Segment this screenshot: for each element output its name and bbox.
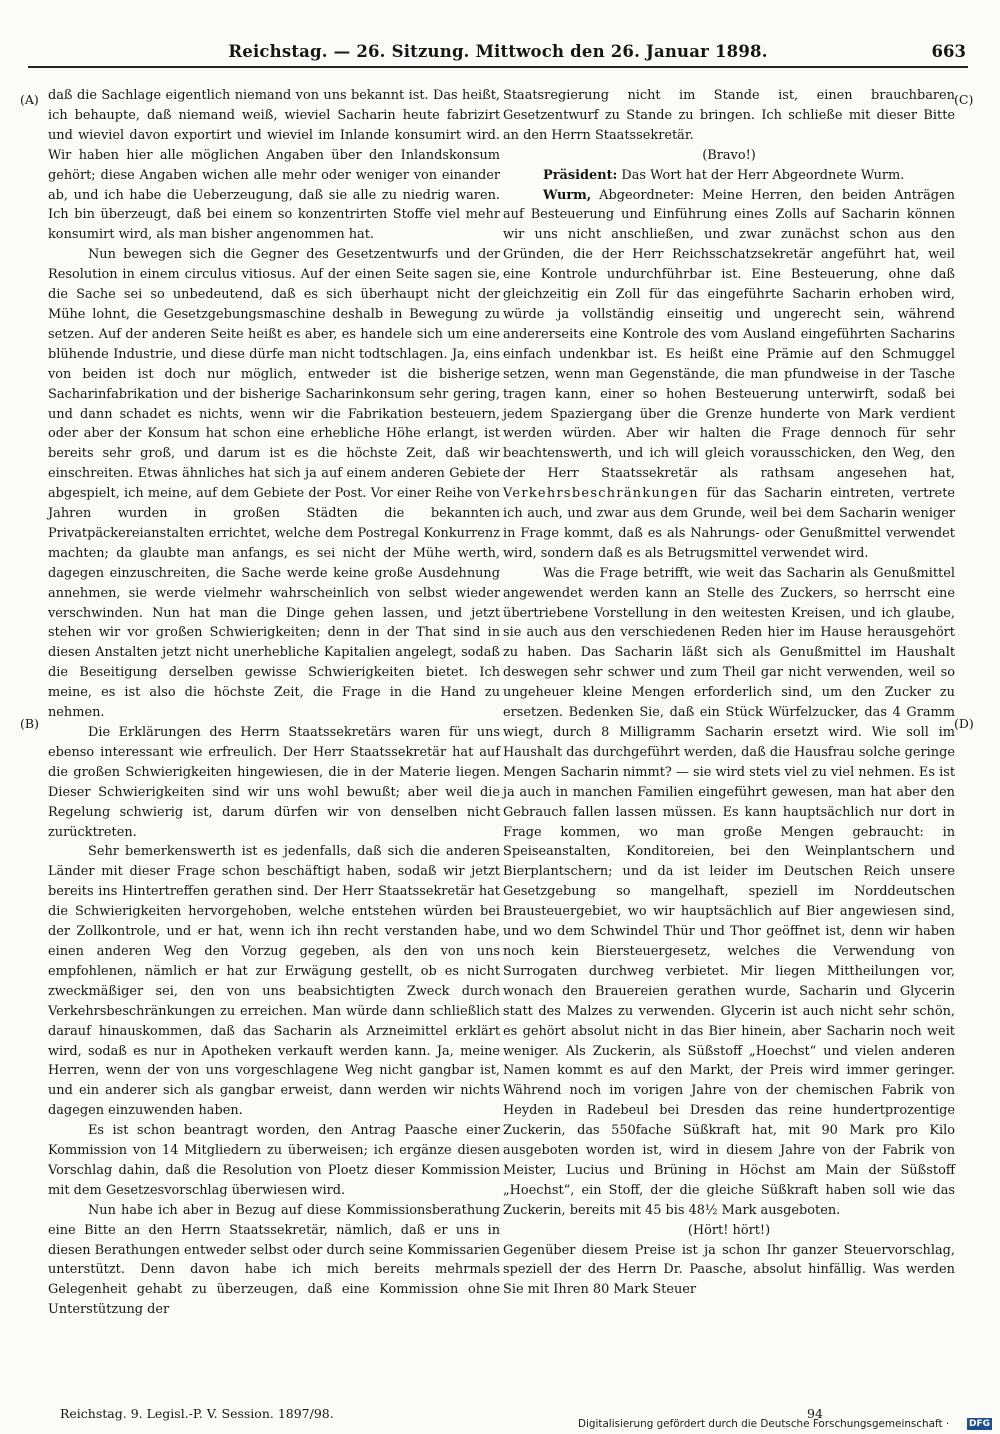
page-header (28, 40, 968, 68)
margin-mark-c: (C) (954, 92, 974, 107)
paragraph: Nun habe ich aber in Bezug auf diese Kommissionsberathung eine Bitte an den Herrn Staatssekretär, nämlich, daß er uns in diesen Berathungen entweder selbst oder durch seine Kommissarien unterstützt. Denn davon habe ich mich bereits mehrmals Gelegenheit gehabt zu überzeugen, daß eine Kommission ohne Unterstützung der (48, 1202, 500, 1318)
margin-mark-d: (D) (954, 716, 974, 731)
digitization-credit: Digitalisierung gefördert durch die Deutsche Forschungsgemeinschaft · (578, 1418, 950, 1430)
paragraph: Sehr bemerkenswerth ist es jedenfalls, daß sich die anderen Länder mit dieser Frage schon beschäftigt haben, sodaß wir jetzt bereits ins Hintertreffen gerathen sind. Der Herr Staatssekretär hat die Schwierigkeiten hervorgehoben, welche entstehen würden bei der Zollkontrole, und er hat, wenn ich ihn recht verstanden habe, einen anderen Weg den Vorzug gegeben, als den von uns empfohlenen, nämlich er hat zur Erwägung gestellt, ob es nicht zweckmäßiger sei, den von uns beabsichtigten Zweck durch Verkehrsbeschränkungen zu erreichen. Man würde dann schließlich darauf hinauskommen, daß das Sacharin als Arzneimittel erklärt wird, sodaß es nur in Apotheken verkauft werden kann. Ja, meine Herren, wenn der von uns vorgeschlagene Weg nicht gangbar ist, und ein anderer sich als gangbar erweist, dann werden wir nichts dagegen einzuwenden haben. (48, 844, 500, 1119)
paragraph-text: Das Wort hat der Herr Abgeordnete Wurm. (617, 167, 905, 183)
paragraph: Was die Frage betrifft, wie weit das Sacharin als Genußmittel angewendet werden kann an Stelle des Zuckers, so herrscht eine übertriebene Vorstellung in den weitesten Kreisen, und ich glaube, sie auch aus den verschiedenen Reden hier im Hause herausgehört zu haben. Das Sacharin läßt sich als Genußmittel im Haushalt deswegen sehr schwer und zum Theil gar nicht verwenden, weil so ungeheuer kleine Mengen erforderlich sind, um den Zucker zu ersetzen. Bedenken Sie, daß ein Stück Würfelzucker, das 4 Gramm wiegt, durch 8 Milligramm Sacharin ersetzt wird. Wie soll im Haushalt das durchgeführt werden, daß die Hausfrau solche geringe Mengen Sacharin nimmt? — sie wird stets viel zu viel nehmen. Es ist ja auch in manchen Familien eingeführt gewesen, man hat aber den Gebrauch fallen lassen müssen. Es kann hauptsächlich nur dort in Frage kommen, wo man große Mengen gebraucht: in Speiseanstalten, Konditoreien, bei den Weinplantschern und Bierplantschern; und da ist leider im Deutschen Reich unsere Gesetzgebung so mangelhaft, speziell im Norddeutschen Brausteuergebiet, wo wir hauptsächlich auf Bier angewiesen sind, und wo dem Schwindel Thür und Thor geöffnet ist, denn wir haben noch kein Biersteuergesetz, welches die Verwendung von Surrogaten durchweg verbietet. Mir liegen Mittheilungen vor, wonach den Brauereien gerathen wurde, Sacharin und Glycerin statt des Malzes zu verwenden. Glycerin ist auch nicht sehr schön, es gehört absolut nicht in das Bier hinein, aber Sacharin noch weit weniger. Als Zuckerin, als Süßstoff „Hoechst“ und vielen anderen Namen kommt es auf den Markt, der Preis wird immer geringer. Während noch im vorigen Jahre von der chemischen Fabrik von Heyden in Radebeul bei Dresden das reine hundertprozentige Zuckerin, das 550fache Süßkraft hat, mit 90 Mark pro Kilo ausgeboten worden ist, wird in diesem Jahre von der Fabrik von Meister, Lucius und Brüning in Höchst am Main der Süßstoff „Hoechst“, ein Stoff, der die gleiche Süßkraft haben soll wie das Zuckerin, bereits mit 45 bis 48½ Mark ausgeboten. (503, 565, 955, 1218)
signature-number: 94 (807, 1406, 823, 1421)
paragraph: daß die Sachlage eigentlich niemand von uns bekannt ist. Das heißt, ich behaupte, daß niemand weiß, wieviel Sacharin heute fabrizirt und wieviel davon exportirt und wieviel im Inlande konsumirt wird. Wir haben hier alle möglichen Angaben über den Inlandskonsum gehört; diese Angaben wichen alle mehr oder weniger von einander ab, und ich habe die Ueberzeugung, daß sie alle zu niedrig waren. Ich bin überzeugt, daß bei einem so konzentrirten Stoffe viel mehr konsumirt wird, als man bisher angenommen hat. (48, 88, 500, 243)
dfg-logo: DFG (969, 1419, 991, 1429)
margin-mark-a: (A) (20, 92, 39, 107)
emphasized-term: Verkehrsbeschränkungen (503, 486, 699, 502)
right-column (503, 86, 955, 1300)
paragraph-text: Abgeordneter: Meine Herren, den beiden Anträgen auf Besteuerung und Einführung eines Zolls auf Sacharin können wir uns nicht anschließen, und zwar zunächst schon aus den Gründen, die der Herr Reichsschatzsekretär angeführt hat, weil eine Kontrole undurchführbar ist. Eine Besteuerung, ohne daß gleichzeitig ein Zoll für das eingeführte Sacharin erhoben wird, würde ja vollständig einseitig und ungerecht sein, während andererseits eine Kontrole des vom Ausland eingeführten Sacharins einfach undenkbar ist. Es heißt eine Prämie auf den Schmuggel setzen, wenn man Gegenstände, die man pfundweise in der Tasche tragen kann, einer so hohen Besteuerung unterwirft, sodaß bei jedem Spaziergang über die Grenze hunderte von Mark verdient werden würden. Aber wir halten die Frage dennoch für sehr beachtenswerth, und ich will gleich vorausschicken, den Weg, den der Herr Staatssekretär als rathsam angesehen hat, (503, 187, 955, 482)
paragraph: Gegenüber diesem Preise ist ja schon Ihr ganzer Steuervorschlag, speziell der des Herrn Dr. Paasche, absolut hinfällig. Was werden Sie mit Ihren 80 Mark Steuer (503, 1242, 955, 1298)
margin-mark-b: (B) (20, 716, 39, 731)
paragraph: Staatsregierung nicht im Stande ist, einen brauchbaren Gesetzentwurf zu Stande zu bringen. Ich schließe mit dieser Bitte an den Herrn Staatssekretär. (503, 88, 955, 143)
interjection: (Hört! hört!) (687, 1222, 771, 1238)
interjection: (Bravo!) (702, 147, 756, 163)
paragraph-text: für das Sacharin eintreten, vertrete ich auch, und zwar aus dem Grunde, weil bei dem Sacharin weniger in Frage kommt, daß es als Nahrungs- oder Genußmittel verwendet wird, sondern daß es als Betrugsmittel verwendet wird. (503, 486, 955, 561)
speaker-president: Präsident: (543, 167, 618, 183)
page-number: 663 (931, 42, 966, 61)
wurm-paragraph (503, 186, 955, 564)
left-column (48, 86, 500, 1320)
paragraph: Die Erklärungen des Herrn Staatssekretärs waren für uns ebenso interessant wie erfreulich. Der Herr Staatssekretär hat auf die großen Schwierigkeiten hingewiesen, die in der Materie liegen. Dieser Schwierigkeiten sind wir uns wohl bewußt; aber weil die Regelung schwierig ist, darum dürfen wir von denselben nicht zurücktreten. (48, 725, 500, 840)
paragraph: Es ist schon beantragt worden, den Antrag Paasche einer Kommission von 14 Mitgliedern zu überweisen; ich ergänze diesen Vorschlag dahin, daß die Resolution von Ploetz dieser Kommission mit dem Gesetzesvorschlag überwiesen wird. (48, 1123, 500, 1198)
president-paragraph (503, 166, 955, 186)
paragraph: Nun bewegen sich die Gegner des Gesetzentwurfs und der Resolution in einem circulus vitiosus. Auf der einen Seite sagen sie, die Sache sei so unbedeutend, daß es sich überhaupt nicht der Mühe lohnt, die Gesetzgebungsmaschine deshalb in Bewegung zu setzen. Auf der anderen Seite heißt es aber, es handele sich um eine blühende Industrie, und diese dürfe man nicht todtschlagen. Ja, eins von beiden ist doch nur möglich, entweder ist die bisherige Sacharinfabrikation und der bisherige Sacharinkonsum sehr gering, und dann schadet es nichts, wenn wir die Fabrikation besteuern, oder aber der Konsum hat schon eine erhebliche Höhe erlangt, ist bereits sehr groß, und darum ist es die höchste Zeit, daß wir einschreiten. Etwas ähnliches hat sich ja auf einem anderen Gebiete abgespielt, ich meine, auf dem Gebiete der Post. Vor einer Reihe von Jahren wurden in großen Städten die bekannten Privatpäckereianstalten errichtet, welche dem Postregal Konkurrenz machten; da glaubte man anfangs, es sei nicht der Mühe werth, dagegen einzuschreiten, die Sache werde keine große Ausdehnung annehmen, sie werde vielmehr wahrscheinlich von selbst wieder verschwinden. Nun hat man die Dinge gehen lassen, und jetzt stehen wir vor großen Schwierigkeiten; denn in der That sind in diesen Anstalten jetzt nicht unerhebliche Kapitalien angelegt, sodaß die Beseitigung derselben gewisse Schwierigkeiten bietet. Ich meine, es ist also die höchste Zeit, die Frage in die Hand zu nehmen. (48, 247, 500, 721)
speaker-wurm: Wurm, (543, 187, 592, 203)
running-head: Reichstag. — 26. Sitzung. Mittwoch den 26. Januar 1898. (228, 42, 768, 61)
signature-line: Reichstag. 9. Legisl.-P. V. Session. 1897/98. (60, 1406, 334, 1421)
